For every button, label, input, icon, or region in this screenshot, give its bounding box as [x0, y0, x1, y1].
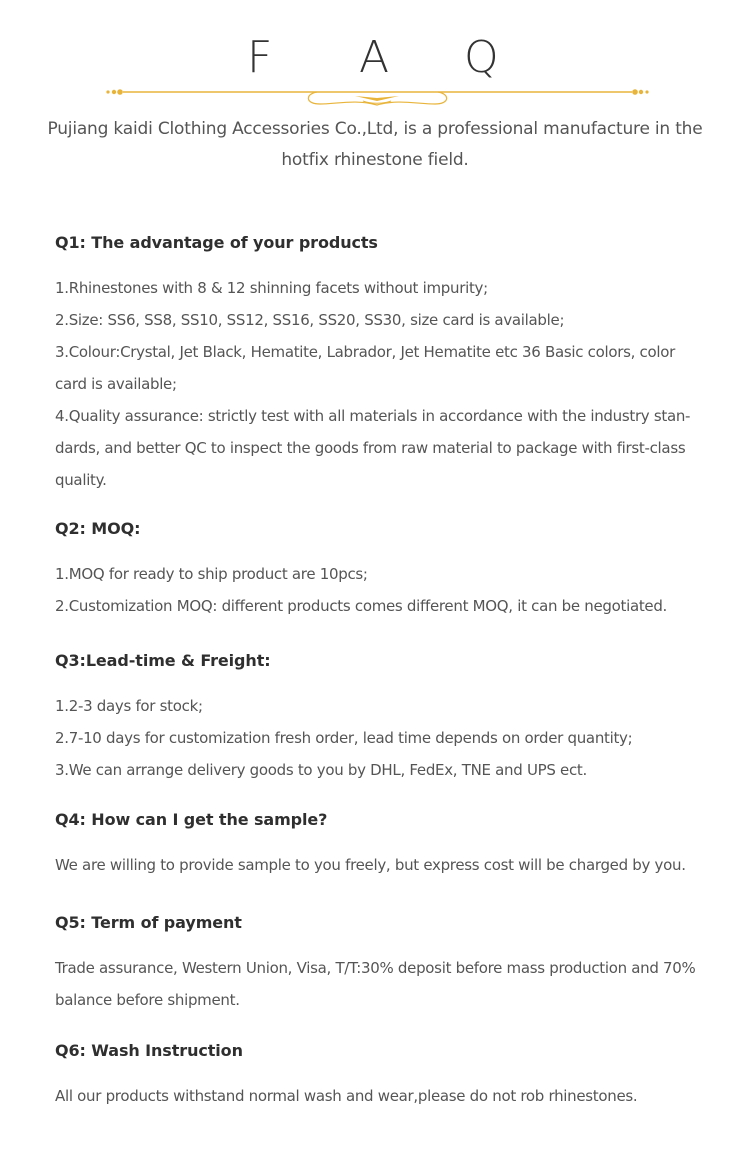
faq-question: Q4: How can I get the sample?: [55, 810, 328, 829]
faq-section-q1: [55, 232, 725, 496]
faq-section-q3: [55, 650, 725, 786]
title-letter-f: F: [247, 32, 273, 83]
answer-line: dards, and better QC to inspect the goods from raw material to package with first-class: [55, 439, 686, 457]
answer-line: We are willing to provide sample to you freely, but express cost will be charged by you.: [55, 856, 686, 874]
faq-answer: [55, 272, 725, 496]
faq-section-q6: [55, 1040, 725, 1112]
title-letter-a: A: [359, 32, 390, 83]
answer-line: 2.7-10 days for customization fresh order, lead time depends on order quantity;: [55, 729, 633, 747]
faq-answer: [55, 849, 725, 881]
answer-line: 1.2-3 days for stock;: [55, 697, 203, 715]
faq-section-q2: [55, 518, 725, 622]
answer-line: card is available;: [55, 375, 177, 393]
faq-question: Q6: Wash Instruction: [55, 1041, 243, 1060]
faq-question: Q1: The advantage of your products: [55, 233, 378, 252]
faq-answer: [55, 952, 725, 1016]
answer-line: All our products withstand normal wash and wear,please do not rob rhinestones.: [55, 1087, 638, 1105]
answer-line: 1.Rhinestones with 8 & 12 shinning facets without impurity;: [55, 279, 488, 297]
answer-line: 1.MOQ for ready to ship product are 10pcs;: [55, 565, 368, 583]
answer-line: 2.Size: SS6, SS8, SS10, SS12, SS16, SS20, SS30, size card is available;: [55, 311, 565, 329]
title-letter-q: Q: [464, 32, 499, 83]
answer-line: 2.Customization MOQ: different products comes different MOQ, it can be negotiated.: [55, 597, 668, 615]
gold-divider-ornament: [105, 84, 650, 110]
faq-title: [0, 28, 750, 90]
faq-question: Q3:Lead-time & Freight:: [55, 651, 271, 670]
answer-line: 4.Quality assurance: strictly test with all materials in accordance with the industry stan-: [55, 407, 691, 425]
answer-line: 3.Colour:Crystal, Jet Black, Hematite, Labrador, Jet Hematite etc 36 Basic colors, color: [55, 343, 675, 361]
faq-answer: [55, 690, 725, 786]
faq-answer: [55, 558, 725, 622]
answer-line: balance before shipment.: [55, 991, 240, 1009]
faq-section-q4: [55, 809, 725, 881]
answer-line: quality.: [55, 471, 107, 489]
answer-line: 3.We can arrange delivery goods to you by DHL, FedEx, TNE and UPS ect.: [55, 761, 587, 779]
answer-line: Trade assurance, Western Union, Visa, T/T:30% deposit before mass production and 70%: [55, 959, 696, 977]
faq-question: Q5: Term of payment: [55, 913, 242, 932]
faq-answer: [55, 1080, 725, 1112]
intro-text: Pujiang kaidi Clothing Accessories Co.,Ltd, is a professional manufacture in the hotfix rhinestone field.: [47, 119, 703, 170]
faq-question: Q2: MOQ:: [55, 519, 141, 538]
faq-section-q5: [55, 912, 725, 1016]
